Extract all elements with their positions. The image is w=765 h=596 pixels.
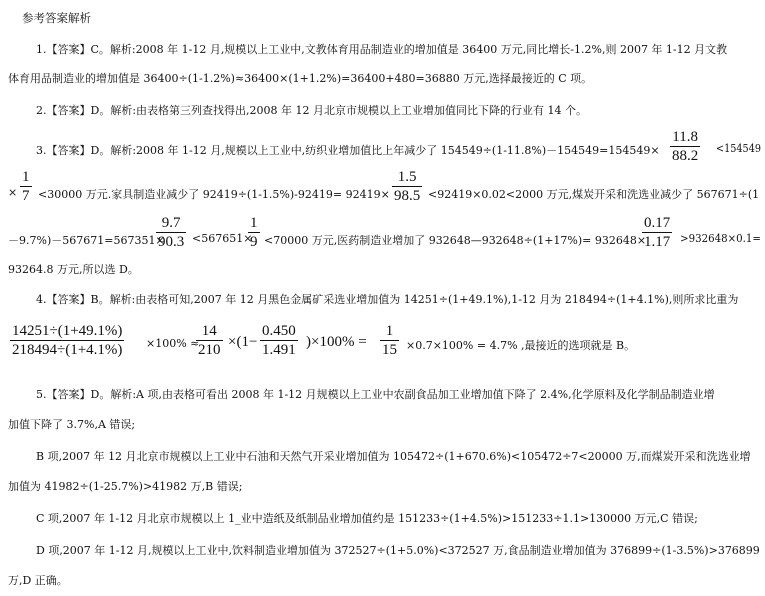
page-heading: 参考答案解析: [22, 11, 91, 25]
q3-line2-mid: <30000 万元.家具制造业减少了 92419÷(1-1.5%)-92419= 92419×: [38, 188, 390, 201]
q4-formula: [10, 322, 750, 368]
q3-fraction-1-7: [20, 168, 32, 205]
q3-fraction-0-17: [642, 214, 672, 251]
fraction-denominator: 218494÷(1+4.1%): [12, 342, 123, 358]
fraction-numerator: 11.8: [672, 129, 698, 145]
fraction-denominator: 210: [198, 342, 221, 358]
q4-fraction-14-210: [196, 322, 223, 359]
q4-fraction-ratio: [10, 322, 124, 359]
fraction-denominator: 90.3: [158, 234, 185, 250]
q5-line-3: B 项,2007 年 12 月北京市规模以上工业中石油和天然气开采业增加值为 105472÷(1+670.6%)<105472÷7<20000 万,而煤炭开采和洗选业增: [36, 450, 751, 463]
q1-line-2: 体育用品制造业的增加值是 36400÷(1-1.2%)≈36400×(1+1.2%)=36400+480=36880 万元,选择最接近的 C 项。: [8, 72, 593, 85]
fraction-numerator: 0.17: [644, 215, 671, 231]
fraction-numerator: 1: [250, 215, 258, 231]
q3-line2-times: ×: [8, 186, 18, 199]
q3-line1-post: <154549: [716, 142, 762, 155]
q3-fraction-1-5: [392, 168, 422, 205]
q5-line-4: 加值为 41982÷(1-25.7%)>41982 万,B 错误;: [8, 480, 243, 493]
q3-fraction-1-9: [248, 214, 260, 251]
q4-fraction-0-450: [260, 322, 298, 359]
q4-seg-3: )×100% =: [306, 334, 367, 350]
q5-line-5: C 项,2007 年 1-12 月北京市规模以上 1_业中造纸及纸制品业增加值约是 151233÷(1+4.5%)>151233÷1.1>130000 万元,C 错误;: [36, 512, 698, 525]
q2-line-1: 2.【答案】D。解析:由表格第三列查找得出,2008 年 12 月北京市规模以上工业增加值同比下降的行业有 14 个。: [36, 104, 587, 117]
fraction-denominator: 1.17: [644, 234, 671, 250]
q3-fraction-11-8: [670, 128, 700, 165]
fraction-numerator: 14251÷(1+49.1%): [12, 323, 123, 339]
q3-line3-post: >932648×0.1=: [680, 232, 761, 245]
fraction-denominator: 7: [22, 188, 30, 204]
q5-line-2: 加值下降了 3.7%,A 错误;: [8, 418, 136, 431]
fraction-numerator: 1: [385, 323, 394, 339]
q3-line2-post: <92419×0.02<2000 万元,煤炭开采和洗选业减少了 567671÷(1: [428, 188, 760, 201]
q4-seg-1: ×100% ≈: [146, 337, 200, 350]
q3-line-4: 93264.8 万元,所以选 D。: [8, 263, 139, 276]
fraction-denominator: 1.491: [262, 342, 296, 358]
q5-line-1: 5.【答案】D。解析:A 项,由表格可看出 2008 年 1-12 月规模以上工业中农副食品加工业增加值下降了 2.4%,化学原料及化学制品制造业增: [36, 388, 715, 401]
fraction-denominator: 9: [250, 234, 258, 250]
fraction-numerator: 14: [201, 323, 217, 339]
fraction-numerator: 0.450: [262, 323, 296, 339]
q3-line3-pre: －9.7%)－567671=567351×: [8, 234, 165, 247]
q3-fraction-9-7: [156, 214, 186, 251]
q4-line-1: 4.【答案】B。解析:由表格可知,2007 年 12 月黑色金属矿采选业增加值为 14251÷(1+49.1%),1-12 月为 218494÷(1+4.1%),则所求比重为: [36, 293, 739, 306]
q4-seg-4: ×0.7×100% = 4.7% ,最接近的选项就是 B。: [406, 339, 636, 352]
fraction-denominator: 15: [382, 342, 397, 358]
q3-line1-text: 3.【答案】D。解析:2008 年 1-12 月,规模以上工业中,纺织业增加值比上年减少了 154549÷(1-11.8%)－154549=154549×: [36, 144, 660, 157]
q5-line-7: 万,D 正确。: [8, 574, 68, 587]
q3-line3-mid2: <70000 万元,医药制造业增加了 932648—932648÷(1+17%)= 932648×: [264, 234, 647, 247]
fraction-denominator: 88.2: [672, 148, 699, 164]
q4-seg-2: ×(1−: [228, 334, 258, 350]
fraction-denominator: 98.5: [394, 188, 421, 204]
q3-line3-mid: <567651×: [192, 232, 253, 245]
q5-line-6: D 项,2007 年 1-12 月,规模以上工业中,饮料制造业增加值为 372527÷(1+5.0%)<372527 万,食品制造业增加值为 376899÷(1-3.5%)>376899: [36, 544, 760, 557]
fraction-numerator: 1: [22, 169, 30, 185]
fraction-numerator: 9.7: [161, 215, 181, 231]
q4-fraction-1-15: [380, 322, 399, 359]
fraction-numerator: 1.5: [397, 169, 417, 185]
q1-line-1: 1.【答案】C。解析:2008 年 1-12 月,规模以上工业中,文教体育用品制造业的增加值是 36400 万元,同比增长-1.2%,则 2007 年 1-12 月文教: [36, 43, 728, 56]
